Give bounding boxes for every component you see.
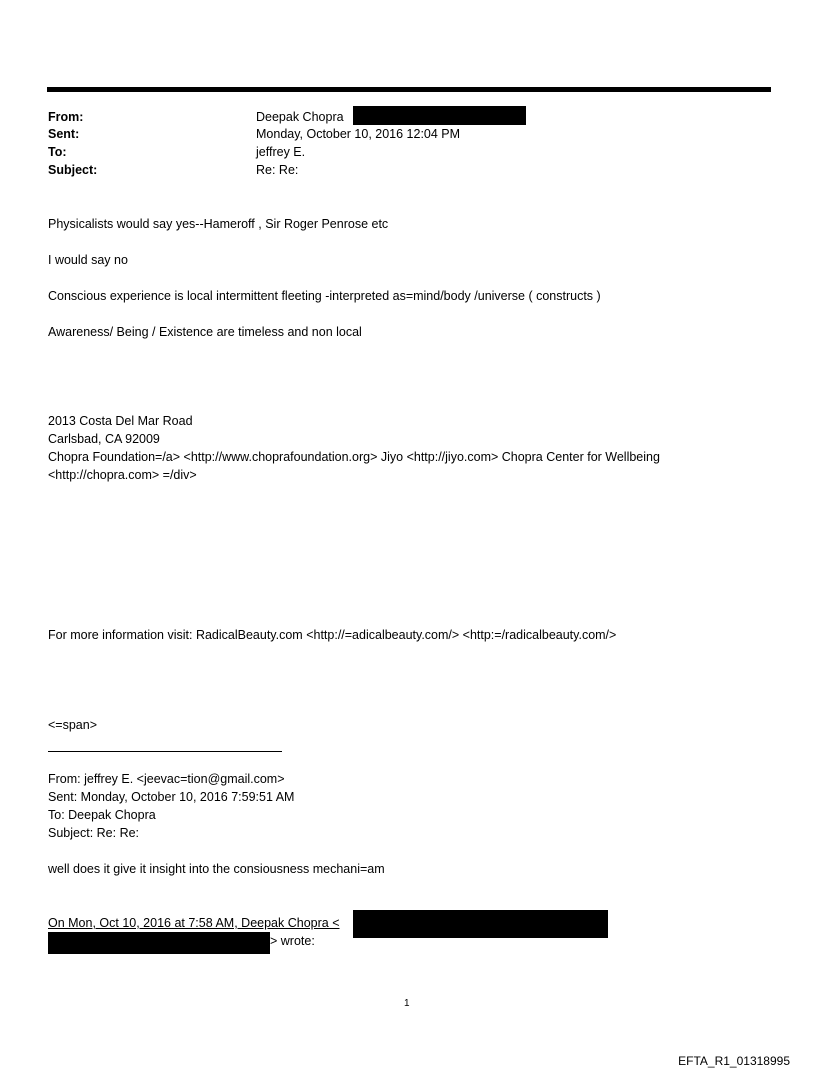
quoted-sent: Sent: Monday, October 10, 2016 7:59:51 AM: [48, 790, 295, 804]
signature-links-1: Chopra Foundation=/a> <http://www.choprafoundation.org> Jiyo <http://jiyo.com> Chopra Center for Wellbeing: [48, 450, 660, 464]
from-value: Deepak Chopra: [256, 110, 344, 124]
signature-address-1: 2013 Costa Del Mar Road: [48, 414, 193, 428]
quoted-subject: Subject: Re: Re:: [48, 826, 140, 840]
redaction-email-2: [48, 932, 270, 954]
more-info-line: For more information visit: RadicalBeauty.com <http://=adicalbeauty.com/> <http:=/radicalbeauty.com/>: [48, 628, 617, 642]
body-line-1: Physicalists would say yes--Hameroff , Sir Roger Penrose etc: [48, 217, 389, 231]
quote-divider: [48, 751, 282, 752]
signature-links-2: <http://chopra.com> =/div>: [48, 468, 197, 482]
to-label: To:: [48, 145, 67, 159]
quoted-wrote: > wrote:: [270, 934, 315, 948]
quoted-on-line: On Mon, Oct 10, 2016 at 7:58 AM, Deepak Chopra <: [48, 916, 340, 930]
quoted-message: well does it give it insight into the consiousness mechani=am: [48, 862, 385, 876]
redaction-email-1: [353, 910, 608, 938]
signature-address-2: Carlsbad, CA 92009: [48, 432, 160, 446]
body-line-2: I would say no: [48, 253, 128, 267]
from-label: From:: [48, 110, 84, 124]
subject-label: Subject:: [48, 163, 98, 177]
quoted-to: To: Deepak Chopra: [48, 808, 156, 822]
body-line-4: Awareness/ Being / Existence are timeless and non local: [48, 325, 362, 339]
sent-label: Sent:: [48, 127, 80, 141]
subject-value: Re: Re:: [256, 163, 299, 177]
document-id: EFTA_R1_01318995: [678, 1054, 790, 1068]
to-value: jeffrey E.: [256, 145, 306, 159]
page-number: 1: [404, 998, 410, 1009]
body-line-3: Conscious experience is local intermittent fleeting -interpreted as=mind/body /universe ( constructs ): [48, 289, 601, 303]
sent-value: Monday, October 10, 2016 12:04 PM: [256, 127, 461, 141]
span-tag-text: <=span>: [48, 718, 98, 732]
redaction-from-email: [353, 106, 526, 125]
header-rule: [47, 87, 771, 92]
quoted-from: From: jeffrey E. <jeevac=tion@gmail.com>: [48, 772, 285, 786]
